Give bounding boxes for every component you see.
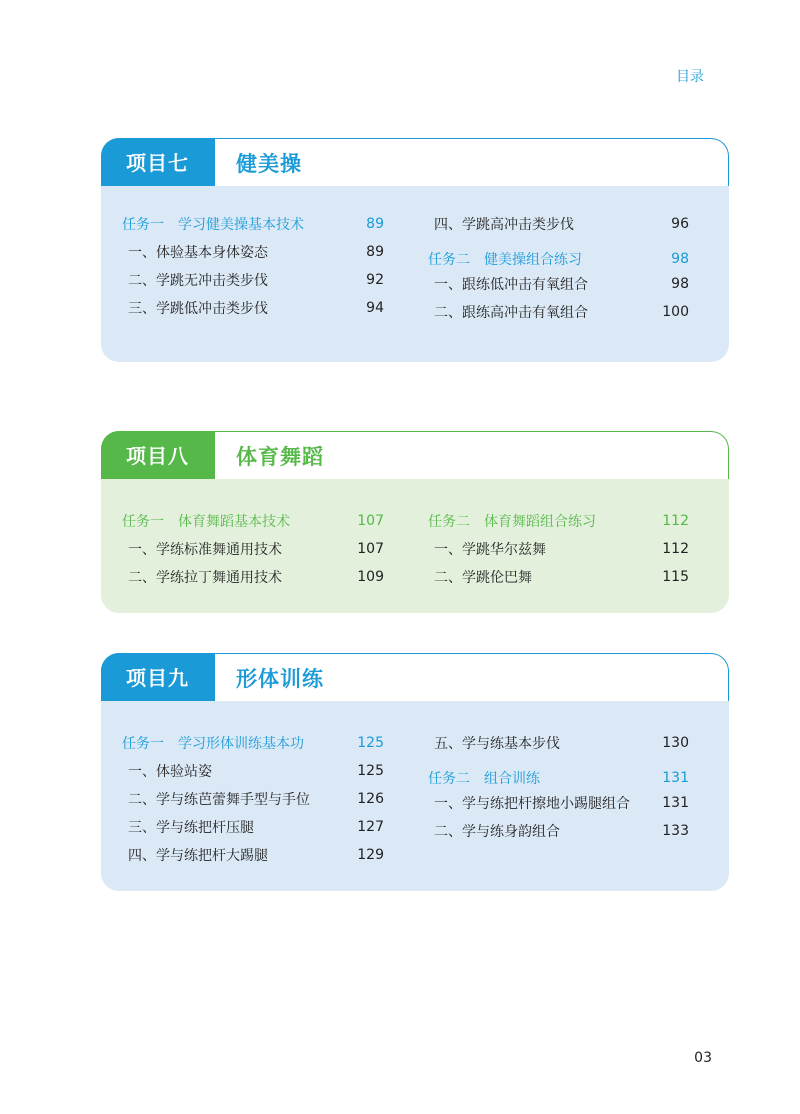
entry-page: 98	[671, 251, 689, 267]
toc-entry[interactable]	[122, 294, 384, 322]
page-number: 03	[694, 1050, 712, 1066]
project-section-7	[101, 138, 729, 362]
entry-page: 125	[357, 763, 384, 779]
entry-page: 131	[662, 770, 689, 786]
toc-entry[interactable]	[428, 729, 689, 757]
entry-label: 二、学与练身韵组合	[434, 824, 560, 840]
entry-page: 127	[357, 819, 384, 835]
entry-page: 89	[366, 244, 384, 260]
entry-page: 131	[662, 795, 689, 811]
entry-label: 四、学跳高冲击类步伐	[434, 217, 574, 233]
entry-label: 一、学练标准舞通用技术	[128, 542, 282, 558]
entry-label: 二、学与练芭蕾舞手型与手位	[128, 792, 310, 808]
entry-page: 130	[662, 735, 689, 751]
project-header	[101, 431, 729, 479]
entry-label: 四、学与练把杆大踢腿	[128, 848, 268, 864]
toc-entry[interactable]	[122, 785, 384, 813]
toc-entry[interactable]	[122, 507, 384, 535]
toc-entry[interactable]	[428, 210, 689, 238]
entry-label: 二、学跳无冲击类步伐	[128, 273, 268, 289]
project-tag: 项目九	[101, 653, 215, 702]
entry-label: 一、跟练低冲击有氧组合	[434, 277, 588, 293]
entry-page: 98	[671, 276, 689, 292]
entry-label: 任务二 健美操组合练习	[428, 252, 582, 268]
entry-label: 一、体验站姿	[128, 764, 212, 780]
toc-entry[interactable]	[428, 535, 689, 563]
project-tag: 项目八	[101, 431, 215, 480]
entry-label: 任务二 体育舞蹈组合练习	[428, 514, 596, 530]
entry-page: 115	[662, 569, 689, 585]
project-body	[101, 186, 729, 362]
toc-entry[interactable]	[122, 841, 384, 869]
toc-entry[interactable]	[122, 757, 384, 785]
entry-page: 94	[366, 300, 384, 316]
toc-entry[interactable]	[428, 270, 689, 298]
entry-page: 126	[357, 791, 384, 807]
entry-label: 任务一 学习形体训练基本功	[122, 736, 304, 752]
entry-label: 任务一 学习健美操基本技术	[122, 217, 304, 233]
project-body	[101, 701, 729, 891]
entry-label: 一、体验基本身体姿态	[128, 245, 268, 261]
project-section-9	[101, 653, 729, 891]
toc-entry[interactable]	[428, 248, 689, 270]
entry-label: 三、学与练把杆压腿	[128, 820, 254, 836]
project-tag: 项目七	[101, 138, 215, 187]
entry-page: 92	[366, 272, 384, 288]
toc-entry[interactable]	[122, 729, 384, 757]
entry-page: 109	[357, 569, 384, 585]
entry-label: 二、学跳伦巴舞	[434, 570, 532, 586]
entry-label: 三、学跳低冲击类步伐	[128, 301, 268, 317]
entry-label: 任务二 组合训练	[428, 771, 540, 787]
entry-label: 任务一 体育舞蹈基本技术	[122, 514, 290, 530]
entry-page: 133	[662, 823, 689, 839]
project-section-8	[101, 431, 729, 613]
toc-entry[interactable]	[122, 238, 384, 266]
project-title: 体育舞蹈	[236, 444, 324, 469]
entry-label: 二、学练拉丁舞通用技术	[128, 570, 282, 586]
entry-page: 100	[662, 304, 689, 320]
toc-entry[interactable]	[428, 767, 689, 789]
toc-entry[interactable]	[122, 266, 384, 294]
toc-entry[interactable]	[122, 535, 384, 563]
entry-page: 112	[662, 513, 689, 529]
entry-page: 129	[357, 847, 384, 863]
entry-page: 89	[366, 216, 384, 232]
entry-label: 二、跟练高冲击有氧组合	[434, 305, 588, 321]
toc-entry[interactable]	[122, 563, 384, 591]
entry-label: 一、学跳华尔兹舞	[434, 542, 546, 558]
toc-entry[interactable]	[122, 813, 384, 841]
entry-label: 五、学与练基本步伐	[434, 736, 560, 752]
toc-entry[interactable]	[428, 789, 689, 817]
toc-entry[interactable]	[428, 817, 689, 845]
entry-page: 112	[662, 541, 689, 557]
toc-entry[interactable]	[122, 210, 384, 238]
project-title: 健美操	[236, 151, 302, 176]
toc-entry[interactable]	[428, 298, 689, 326]
project-header	[101, 138, 729, 186]
entry-page: 96	[671, 216, 689, 232]
toc-entry[interactable]	[428, 563, 689, 591]
entry-page: 125	[357, 735, 384, 751]
toc-header-label: 目录	[676, 69, 704, 85]
toc-entry[interactable]	[428, 507, 689, 535]
project-title: 形体训练	[236, 666, 324, 691]
entry-page: 107	[357, 513, 384, 529]
project-header	[101, 653, 729, 701]
entry-label: 一、学与练把杆擦地小踢腿组合	[434, 796, 630, 812]
entry-page: 107	[357, 541, 384, 557]
project-body	[101, 479, 729, 613]
